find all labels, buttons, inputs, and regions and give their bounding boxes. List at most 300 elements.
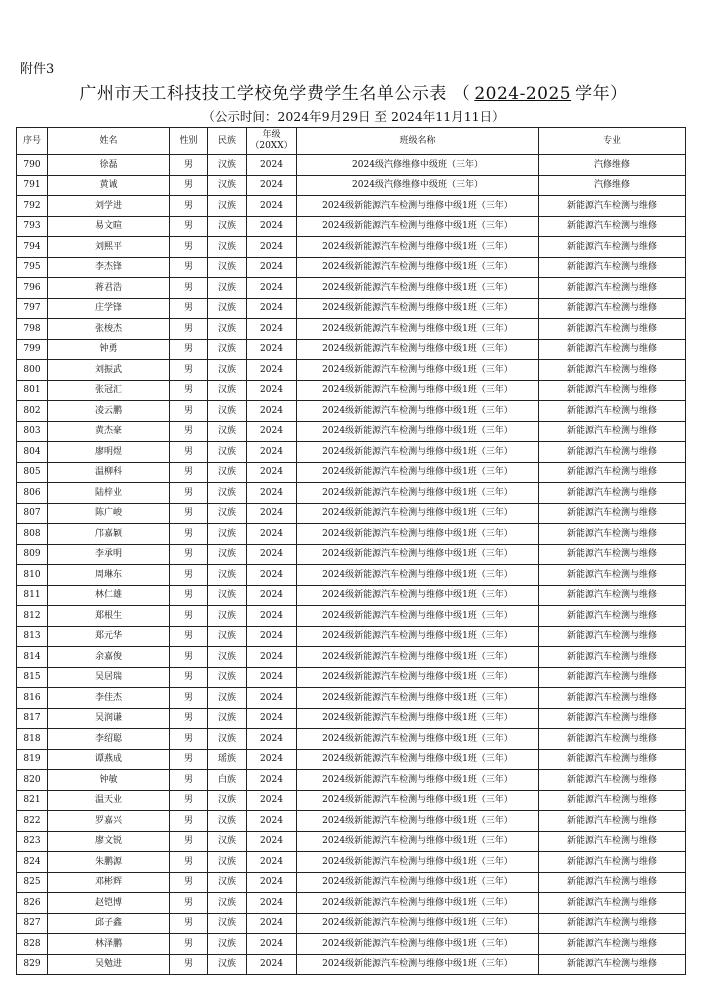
cell-name: 罗嘉兴	[48, 811, 170, 832]
table-row	[17, 688, 686, 709]
cell-class-name: 2024级新能源汽车检测与维修中级1班（三年）	[297, 360, 539, 381]
cell-grade: 2024	[247, 196, 297, 217]
header-class-name: 班级名称	[297, 128, 539, 155]
cell-gender: 男	[170, 462, 208, 483]
cell-major: 新能源汽车检测与维修	[539, 872, 686, 893]
cell-gender: 男	[170, 524, 208, 545]
cell-name: 周琳东	[48, 565, 170, 586]
cell-gender: 男	[170, 483, 208, 504]
cell-name: 蒋君浩	[48, 278, 170, 299]
cell-ethnicity: 汉族	[208, 216, 247, 237]
cell-gender: 男	[170, 790, 208, 811]
cell-name: 凌云鹏	[48, 401, 170, 422]
table-row	[17, 442, 686, 463]
table-row	[17, 893, 686, 914]
cell-gender: 男	[170, 749, 208, 770]
cell-gender: 男	[170, 934, 208, 955]
cell-ethnicity: 汉族	[208, 606, 247, 627]
cell-grade: 2024	[247, 155, 297, 176]
cell-no: 804	[17, 442, 48, 463]
cell-class-name: 2024级新能源汽车检测与维修中级1班（三年）	[297, 688, 539, 709]
cell-ethnicity: 汉族	[208, 852, 247, 873]
cell-no: 802	[17, 401, 48, 422]
cell-class-name: 2024级新能源汽车检测与维修中级1班（三年）	[297, 442, 539, 463]
cell-gender: 男	[170, 503, 208, 524]
cell-major: 新能源汽车检测与维修	[539, 319, 686, 340]
cell-major: 新能源汽车检测与维修	[539, 339, 686, 360]
cell-gender: 男	[170, 913, 208, 934]
cell-major: 新能源汽车检测与维修	[539, 708, 686, 729]
cell-major: 新能源汽车检测与维修	[539, 237, 686, 258]
cell-major: 新能源汽车检测与维修	[539, 749, 686, 770]
cell-major: 新能源汽车检测与维修	[539, 954, 686, 975]
cell-grade: 2024	[247, 442, 297, 463]
table-row	[17, 708, 686, 729]
cell-ethnicity: 汉族	[208, 790, 247, 811]
cell-grade: 2024	[247, 954, 297, 975]
cell-gender: 男	[170, 811, 208, 832]
cell-grade: 2024	[247, 934, 297, 955]
cell-major: 新能源汽车检测与维修	[539, 606, 686, 627]
cell-ethnicity: 汉族	[208, 934, 247, 955]
cell-ethnicity: 汉族	[208, 175, 247, 196]
header-grade	[247, 128, 297, 155]
cell-no: 807	[17, 503, 48, 524]
cell-class-name: 2024级新能源汽车检测与维修中级1班（三年）	[297, 319, 539, 340]
cell-major: 新能源汽车检测与维修	[539, 913, 686, 934]
cell-ethnicity: 汉族	[208, 319, 247, 340]
cell-ethnicity: 汉族	[208, 872, 247, 893]
cell-class-name: 2024级新能源汽车检测与维修中级1班（三年）	[297, 852, 539, 873]
table-row	[17, 667, 686, 688]
cell-grade: 2024	[247, 606, 297, 627]
cell-no: 813	[17, 626, 48, 647]
cell-class-name: 2024级新能源汽车检测与维修中级1班（三年）	[297, 954, 539, 975]
table-row	[17, 544, 686, 565]
cell-ethnicity: 汉族	[208, 811, 247, 832]
cell-name: 廖明煜	[48, 442, 170, 463]
cell-gender: 男	[170, 565, 208, 586]
cell-class-name: 2024级新能源汽车检测与维修中级1班（三年）	[297, 257, 539, 278]
table-row	[17, 237, 686, 258]
cell-name: 黄诚	[48, 175, 170, 196]
cell-no: 791	[17, 175, 48, 196]
header-no: 序号	[17, 128, 48, 155]
cell-major: 新能源汽车检测与维修	[539, 196, 686, 217]
cell-grade: 2024	[247, 278, 297, 299]
table-body	[17, 155, 686, 975]
cell-no: 818	[17, 729, 48, 750]
cell-name: 刘学进	[48, 196, 170, 217]
cell-grade: 2024	[247, 401, 297, 422]
table-row	[17, 565, 686, 586]
cell-ethnicity: 汉族	[208, 155, 247, 176]
cell-grade: 2024	[247, 872, 297, 893]
title-year-range: 2024-2025	[474, 84, 572, 104]
cell-name: 李杰锋	[48, 257, 170, 278]
cell-name: 李绍聪	[48, 729, 170, 750]
cell-gender: 男	[170, 155, 208, 176]
cell-grade: 2024	[247, 524, 297, 545]
cell-major: 新能源汽车检测与维修	[539, 831, 686, 852]
cell-no: 808	[17, 524, 48, 545]
cell-class-name: 2024级新能源汽车检测与维修中级1班（三年）	[297, 790, 539, 811]
cell-no: 799	[17, 339, 48, 360]
title-suffix: 学年）	[575, 84, 628, 104]
cell-grade: 2024	[247, 770, 297, 791]
cell-name: 朱鹏源	[48, 852, 170, 873]
cell-class-name: 2024级新能源汽车检测与维修中级1班（三年）	[297, 483, 539, 504]
table-row	[17, 647, 686, 668]
table-row	[17, 483, 686, 504]
cell-name: 张冠汇	[48, 380, 170, 401]
cell-ethnicity: 汉族	[208, 503, 247, 524]
cell-ethnicity: 汉族	[208, 688, 247, 709]
cell-no: 815	[17, 667, 48, 688]
cell-grade: 2024	[247, 544, 297, 565]
cell-no: 801	[17, 380, 48, 401]
cell-class-name: 2024级新能源汽车检测与维修中级1班（三年）	[297, 872, 539, 893]
cell-class-name: 2024级新能源汽车检测与维修中级1班（三年）	[297, 770, 539, 791]
cell-grade: 2024	[247, 503, 297, 524]
cell-gender: 男	[170, 770, 208, 791]
cell-name: 钟勇	[48, 339, 170, 360]
cell-major: 新能源汽车检测与维修	[539, 729, 686, 750]
cell-no: 814	[17, 647, 48, 668]
cell-no: 825	[17, 872, 48, 893]
cell-major: 新能源汽车检测与维修	[539, 852, 686, 873]
cell-ethnicity: 汉族	[208, 339, 247, 360]
table-row	[17, 175, 686, 196]
table-row	[17, 155, 686, 176]
cell-gender: 男	[170, 831, 208, 852]
table-row	[17, 729, 686, 750]
cell-ethnicity: 汉族	[208, 298, 247, 319]
student-table	[16, 127, 686, 975]
cell-major: 新能源汽车检测与维修	[539, 462, 686, 483]
cell-grade: 2024	[247, 298, 297, 319]
cell-major: 新能源汽车检测与维修	[539, 585, 686, 606]
cell-name: 易文暄	[48, 216, 170, 237]
cell-name: 刘熙平	[48, 237, 170, 258]
table-row	[17, 421, 686, 442]
cell-no: 806	[17, 483, 48, 504]
cell-ethnicity: 瑶族	[208, 749, 247, 770]
cell-gender: 男	[170, 319, 208, 340]
cell-gender: 男	[170, 401, 208, 422]
cell-grade: 2024	[247, 421, 297, 442]
header-gender: 性别	[170, 128, 208, 155]
cell-name: 郑根生	[48, 606, 170, 627]
cell-class-name: 2024级新能源汽车检测与维修中级1班（三年）	[297, 893, 539, 914]
cell-grade: 2024	[247, 708, 297, 729]
table-row	[17, 196, 686, 217]
cell-name: 刘振武	[48, 360, 170, 381]
cell-class-name: 2024级新能源汽车检测与维修中级1班（三年）	[297, 934, 539, 955]
cell-major: 新能源汽车检测与维修	[539, 626, 686, 647]
cell-major: 新能源汽车检测与维修	[539, 442, 686, 463]
cell-class-name: 2024级新能源汽车检测与维修中级1班（三年）	[297, 544, 539, 565]
cell-no: 819	[17, 749, 48, 770]
table-row	[17, 852, 686, 873]
cell-ethnicity: 汉族	[208, 708, 247, 729]
cell-name: 温柳科	[48, 462, 170, 483]
table-row	[17, 401, 686, 422]
cell-no: 809	[17, 544, 48, 565]
cell-major: 新能源汽车检测与维修	[539, 278, 686, 299]
table-row	[17, 831, 686, 852]
cell-major: 新能源汽车检测与维修	[539, 790, 686, 811]
cell-gender: 男	[170, 872, 208, 893]
cell-class-name: 2024级新能源汽车检测与维修中级1班（三年）	[297, 339, 539, 360]
cell-class-name: 2024级新能源汽车检测与维修中级1班（三年）	[297, 524, 539, 545]
table-row	[17, 298, 686, 319]
cell-no: 797	[17, 298, 48, 319]
cell-ethnicity: 汉族	[208, 647, 247, 668]
cell-grade: 2024	[247, 667, 297, 688]
cell-class-name: 2024级新能源汽车检测与维修中级1班（三年）	[297, 421, 539, 442]
cell-class-name: 2024级新能源汽车检测与维修中级1班（三年）	[297, 503, 539, 524]
cell-name: 徐磊	[48, 155, 170, 176]
cell-gender: 男	[170, 257, 208, 278]
cell-gender: 男	[170, 278, 208, 299]
title-prefix: 广州市天工科技技工学校免学费学生名单公示表 （	[79, 84, 471, 104]
cell-class-name: 2024级新能源汽车检测与维修中级1班（三年）	[297, 831, 539, 852]
cell-class-name: 2024级新能源汽车检测与维修中级1班（三年）	[297, 585, 539, 606]
table-row	[17, 626, 686, 647]
cell-no: 790	[17, 155, 48, 176]
cell-no: 792	[17, 196, 48, 217]
cell-ethnicity: 汉族	[208, 626, 247, 647]
cell-ethnicity: 汉族	[208, 831, 247, 852]
cell-gender: 男	[170, 380, 208, 401]
cell-class-name: 2024级新能源汽车检测与维修中级1班（三年）	[297, 667, 539, 688]
cell-name: 张梭杰	[48, 319, 170, 340]
cell-gender: 男	[170, 667, 208, 688]
cell-no: 794	[17, 237, 48, 258]
header-major: 专业	[539, 128, 686, 155]
cell-class-name: 2024级新能源汽车检测与维修中级1班（三年）	[297, 729, 539, 750]
cell-gender: 男	[170, 893, 208, 914]
cell-no: 796	[17, 278, 48, 299]
cell-class-name: 2024级新能源汽车检测与维修中级1班（三年）	[297, 913, 539, 934]
cell-name: 钟敏	[48, 770, 170, 791]
cell-no: 816	[17, 688, 48, 709]
cell-class-name: 2024级新能源汽车检测与维修中级1班（三年）	[297, 401, 539, 422]
table-row	[17, 319, 686, 340]
cell-ethnicity: 汉族	[208, 913, 247, 934]
cell-ethnicity: 汉族	[208, 237, 247, 258]
cell-grade: 2024	[247, 688, 297, 709]
cell-grade: 2024	[247, 729, 297, 750]
cell-gender: 男	[170, 339, 208, 360]
cell-ethnicity: 白族	[208, 770, 247, 791]
cell-class-name: 2024级新能源汽车检测与维修中级1班（三年）	[297, 237, 539, 258]
cell-grade: 2024	[247, 749, 297, 770]
table-row	[17, 380, 686, 401]
header-grade-line1: 年级	[262, 130, 281, 140]
cell-grade: 2024	[247, 462, 297, 483]
cell-class-name: 2024级新能源汽车检测与维修中级1班（三年）	[297, 380, 539, 401]
cell-major: 新能源汽车检测与维修	[539, 544, 686, 565]
cell-grade: 2024	[247, 175, 297, 196]
cell-no: 805	[17, 462, 48, 483]
attachment-label: 附件3	[20, 62, 55, 77]
cell-ethnicity: 汉族	[208, 585, 247, 606]
cell-no: 822	[17, 811, 48, 832]
cell-major: 新能源汽车检测与维修	[539, 360, 686, 381]
cell-no: 826	[17, 893, 48, 914]
cell-name: 邓彬辉	[48, 872, 170, 893]
cell-name: 邱子鑫	[48, 913, 170, 934]
cell-grade: 2024	[247, 893, 297, 914]
cell-no: 821	[17, 790, 48, 811]
cell-name: 李佳杰	[48, 688, 170, 709]
table-row	[17, 216, 686, 237]
cell-class-name: 2024级新能源汽车检测与维修中级1班（三年）	[297, 647, 539, 668]
cell-major: 新能源汽车检测与维修	[539, 483, 686, 504]
cell-grade: 2024	[247, 257, 297, 278]
cell-no: 795	[17, 257, 48, 278]
publicity-period: （公示时间：2024年9月29日 至 2024年11月11日）	[202, 109, 505, 124]
cell-grade: 2024	[247, 647, 297, 668]
cell-no: 810	[17, 565, 48, 586]
table-header-row	[17, 128, 686, 155]
cell-gender: 男	[170, 216, 208, 237]
cell-name: 邝嘉颖	[48, 524, 170, 545]
cell-ethnicity: 汉族	[208, 462, 247, 483]
cell-name: 温天业	[48, 790, 170, 811]
cell-ethnicity: 汉族	[208, 954, 247, 975]
table-row	[17, 585, 686, 606]
cell-no: 817	[17, 708, 48, 729]
cell-grade: 2024	[247, 811, 297, 832]
cell-major: 新能源汽车检测与维修	[539, 647, 686, 668]
cell-no: 824	[17, 852, 48, 873]
cell-class-name: 2024级汽修维修中级班（三年）	[297, 155, 539, 176]
cell-major: 汽修维修	[539, 175, 686, 196]
cell-no: 823	[17, 831, 48, 852]
cell-major: 新能源汽车检测与维修	[539, 770, 686, 791]
cell-gender: 男	[170, 606, 208, 627]
cell-major: 新能源汽车检测与维修	[539, 380, 686, 401]
cell-gender: 男	[170, 237, 208, 258]
cell-ethnicity: 汉族	[208, 483, 247, 504]
cell-grade: 2024	[247, 216, 297, 237]
cell-ethnicity: 汉族	[208, 421, 247, 442]
cell-no: 827	[17, 913, 48, 934]
cell-class-name: 2024级新能源汽车检测与维修中级1班（三年）	[297, 462, 539, 483]
cell-class-name: 2024级新能源汽车检测与维修中级1班（三年）	[297, 298, 539, 319]
cell-name: 谭燕成	[48, 749, 170, 770]
cell-grade: 2024	[247, 237, 297, 258]
cell-grade: 2024	[247, 380, 297, 401]
table-row	[17, 360, 686, 381]
cell-ethnicity: 汉族	[208, 257, 247, 278]
cell-major: 新能源汽车检测与维修	[539, 811, 686, 832]
cell-name: 郑元华	[48, 626, 170, 647]
cell-no: 829	[17, 954, 48, 975]
cell-class-name: 2024级新能源汽车检测与维修中级1班（三年）	[297, 216, 539, 237]
cell-name: 陈广峻	[48, 503, 170, 524]
table-row	[17, 770, 686, 791]
cell-no: 800	[17, 360, 48, 381]
cell-class-name: 2024级新能源汽车检测与维修中级1班（三年）	[297, 606, 539, 627]
cell-gender: 男	[170, 585, 208, 606]
cell-major: 新能源汽车检测与维修	[539, 216, 686, 237]
cell-grade: 2024	[247, 339, 297, 360]
table-row	[17, 524, 686, 545]
cell-grade: 2024	[247, 360, 297, 381]
cell-no: 828	[17, 934, 48, 955]
cell-name: 李承明	[48, 544, 170, 565]
cell-name: 吴润谦	[48, 708, 170, 729]
cell-ethnicity: 汉族	[208, 442, 247, 463]
cell-class-name: 2024级新能源汽车检测与维修中级1班（三年）	[297, 196, 539, 217]
cell-name: 陆梓业	[48, 483, 170, 504]
cell-name: 庄学锋	[48, 298, 170, 319]
cell-ethnicity: 汉族	[208, 196, 247, 217]
cell-gender: 男	[170, 196, 208, 217]
cell-major: 新能源汽车检测与维修	[539, 934, 686, 955]
cell-ethnicity: 汉族	[208, 380, 247, 401]
cell-major: 新能源汽车检测与维修	[539, 298, 686, 319]
cell-gender: 男	[170, 708, 208, 729]
cell-class-name: 2024级新能源汽车检测与维修中级1班（三年）	[297, 811, 539, 832]
cell-gender: 男	[170, 626, 208, 647]
table-row	[17, 339, 686, 360]
cell-class-name: 2024级新能源汽车检测与维修中级1班（三年）	[297, 749, 539, 770]
cell-gender: 男	[170, 544, 208, 565]
cell-no: 793	[17, 216, 48, 237]
table-row	[17, 934, 686, 955]
cell-gender: 男	[170, 647, 208, 668]
cell-name: 廖文锐	[48, 831, 170, 852]
cell-gender: 男	[170, 175, 208, 196]
table-row	[17, 872, 686, 893]
cell-gender: 男	[170, 442, 208, 463]
cell-grade: 2024	[247, 319, 297, 340]
cell-grade: 2024	[247, 565, 297, 586]
cell-name: 林仁雄	[48, 585, 170, 606]
cell-class-name: 2024级新能源汽车检测与维修中级1班（三年）	[297, 708, 539, 729]
cell-major: 新能源汽车检测与维修	[539, 401, 686, 422]
cell-gender: 男	[170, 954, 208, 975]
header-name: 姓名	[48, 128, 170, 155]
cell-grade: 2024	[247, 585, 297, 606]
cell-name: 余嘉俊	[48, 647, 170, 668]
cell-major: 新能源汽车检测与维修	[539, 565, 686, 586]
cell-grade: 2024	[247, 852, 297, 873]
cell-name: 黄杰豪	[48, 421, 170, 442]
cell-grade: 2024	[247, 483, 297, 504]
cell-class-name: 2024级汽修维修中级班（三年）	[297, 175, 539, 196]
cell-grade: 2024	[247, 913, 297, 934]
cell-ethnicity: 汉族	[208, 893, 247, 914]
cell-major: 新能源汽车检测与维修	[539, 503, 686, 524]
table-row	[17, 462, 686, 483]
cell-ethnicity: 汉族	[208, 729, 247, 750]
cell-ethnicity: 汉族	[208, 544, 247, 565]
table-row	[17, 954, 686, 975]
cell-ethnicity: 汉族	[208, 360, 247, 381]
table-row	[17, 790, 686, 811]
cell-major: 新能源汽车检测与维修	[539, 257, 686, 278]
cell-gender: 男	[170, 421, 208, 442]
cell-grade: 2024	[247, 626, 297, 647]
cell-grade: 2024	[247, 790, 297, 811]
cell-class-name: 2024级新能源汽车检测与维修中级1班（三年）	[297, 565, 539, 586]
